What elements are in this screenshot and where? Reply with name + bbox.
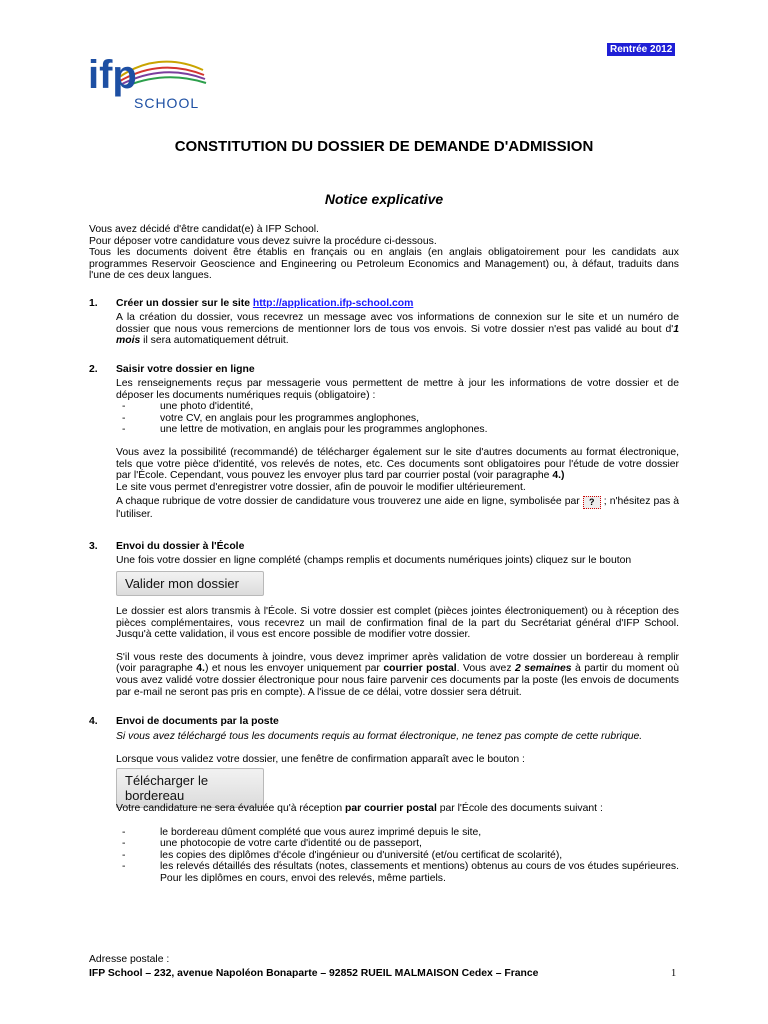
section-4-para-2-c: par l'École des documents suivant :: [436, 803, 603, 814]
postal-docs-list: [116, 827, 679, 885]
section-3-para-3-e: . Vous avez: [456, 663, 515, 675]
section-3-body-2: [116, 606, 679, 698]
list-item: - les relevés détaillés des résultats (notes, classements et mentions) obtenus au cours de vos études supérieures. Pour les diplômes en cours, envoi des relevés, même partiels.: [116, 861, 679, 884]
validate-dossier-button[interactable]: Valider mon dossier: [116, 571, 264, 596]
logo-text-ifp: ifp: [88, 53, 137, 97]
section-4-title: Envoi de documents par la poste: [116, 716, 279, 727]
section-3-para-2: Le dossier est alors transmis à l'École. Si votre dossier est complet (pièces jointes électroniquement) ou à réception des pièces complémentaires, vous recevrez un mail de confirmation final de la part du Secrétariat général d'IFP School. Jusqu'à cette validation, il vous est encore possible de modifier votre dossier.: [116, 606, 679, 641]
section-3-para-3-ref: 4.: [196, 663, 205, 675]
intro-line-3: Tous les documents doivent être établis en français ou en anglais (en anglais obligatoirement pour les candidats aux programmes Reservoir Geoscience and Engineering ou Petroleum Economics and Management) ou, à défaut, traduits dans l'une de ces deux langues.: [89, 247, 679, 282]
intro-line-2: Pour déposer votre candidature vous devez suivre la procédure ci-dessous.: [89, 235, 437, 247]
list-item: - une lettre de motivation, en anglais pour les programmes anglophones.: [116, 424, 679, 436]
section-3-para-1: Une fois votre dossier en ligne complété (champs remplis et documents numériques joints) cliquez sur le bouton: [116, 555, 632, 566]
intro-paragraph: [89, 224, 679, 282]
section-3-para-3-g: à partir du moment où vous avez validé votre dossier électronique pour nous faire parvenir ces documents par la poste (les envois de documents par e-mail ne seront pas pris en compte). A l'issue de ce délai, votre dossier sera détruit.: [116, 663, 679, 698]
section-1-body-end: il sera automatiquement détruit.: [140, 335, 289, 347]
section-3-number: 3.: [89, 541, 98, 552]
section-2-para-4: [116, 496, 679, 521]
page-number: 1: [671, 968, 677, 979]
section-2-para-3: Le site vous permet d'enregistrer votre dossier, afin de pouvoir le modifier ultérieurement.: [116, 481, 526, 493]
section-4-para-2: [116, 803, 679, 815]
list-item: - le bordereau dûment complété que vous aurez imprimé depuis le site,: [116, 827, 679, 839]
section-4-body-2: [116, 803, 679, 885]
footer-label: Adresse postale :: [89, 954, 170, 965]
list-item: - les copies des diplômes d'école d'ingénieur ou d'université (et/ou certificat de scolarité),: [116, 850, 679, 862]
section-3-para-3-a: S'il vous reste des documents à joindre, vous devez imprimer après validation de votre dossier un bordereau à remplir (voir paragraphe: [116, 651, 679, 675]
section-1-body-text: A la création du dossier, vous recevrez un message avec vos informations de connexion sur le site et un numéro de dossier que nous vous remercions de mentionner lors de tous vos envois. Si votre dossier n'est pas validé au bout d': [116, 312, 679, 335]
section-3-body: [116, 555, 679, 567]
section-3-para-3-c: ) et nous les envoyer uniquement par: [204, 663, 384, 675]
ifp-school-logo: [88, 48, 208, 112]
logo-text-school: SCHOOL: [134, 95, 200, 111]
list-item: - une photocopie de votre carte d'identité ou de passeport,: [116, 838, 679, 850]
footer-address: IFP School – 232, avenue Napoléon Bonaparte – 92852 RUEIL MALMAISON Cedex – France: [89, 968, 539, 979]
section-2-number: 2.: [89, 364, 98, 375]
year-badge: Rentrée 2012: [607, 43, 675, 56]
section-3-postal-mail: courrier postal: [383, 663, 457, 675]
section-4-para-2-a: Votre candidature ne sera évaluée qu'à réception: [116, 803, 346, 814]
section-1-body: [116, 312, 679, 347]
intro-line-1: Vous avez décidé d'être candidat(e) à IFP School.: [89, 224, 319, 235]
section-1-title: [116, 298, 413, 310]
section-2-title: Saisir votre dossier en ligne: [116, 364, 255, 375]
section-1-deadline: 1 mois: [116, 323, 679, 347]
section-2-para-2: [116, 447, 679, 482]
section-3-delay: 2 semaines: [514, 663, 572, 675]
section-2-body: [116, 378, 679, 521]
section-2-para-4-text: A chaque rubrique de votre dossier de candidature vous trouverez une aide en ligne, symbolisée par: [116, 496, 583, 508]
section-2-para-2-text: Vous avez la possibilité (recommandé) de télécharger également sur le site d'autres documents au format électronique, tels que votre pièce d'identité, vos relevés de notes, etc. Ces documents sont obligatoires pour l'étude de votre dossier par l'École. Cependant, vous pouvez les envoyer plus tard par courrier postal (voir paragraphe: [116, 446, 679, 482]
page-subtitle: Notice explicative: [324, 191, 444, 207]
section-4-number: 4.: [89, 716, 98, 727]
list-item: - une photo d'identité,: [116, 401, 679, 413]
section-4-para-1: Lorsque vous validez votre dossier, une fenêtre de confirmation apparaît avec le bouton :: [116, 753, 525, 765]
application-site-link[interactable]: http://application.ifp-school.com: [252, 298, 414, 309]
help-icon[interactable]: ?: [583, 496, 601, 509]
section-4-note: Si vous avez téléchargé tous les documents requis au format électronique, ne tenez pas compte de cette rubrique.: [116, 731, 643, 742]
section-2-para-4-end: ; n'hésitez pas à l'utiliser.: [116, 496, 680, 521]
section-1-title-text: Créer un dossier sur le site: [116, 298, 253, 309]
section-4-postal-mail: par courrier postal: [345, 803, 437, 814]
required-docs-list: [116, 401, 679, 436]
section-3-title: Envoi du dossier à l'École: [116, 541, 245, 552]
section-3-para-3: [116, 652, 679, 698]
download-bordereau-button[interactable]: Télécharger le bordereau: [116, 768, 264, 808]
section-2-para-1: Les renseignements reçus par messagerie vous permettent de mettre à jour les informations de votre dossier et de déposer les documents numériques requis (obligatoire) :: [116, 378, 679, 401]
list-item: - votre CV, en anglais pour les programmes anglophones,: [116, 413, 679, 425]
section-2-para-2-ref: 4.): [552, 470, 565, 482]
section-4-body: [116, 731, 679, 765]
page-title: CONSTITUTION DU DOSSIER DE DEMANDE D'ADMISSION: [174, 138, 594, 155]
section-1-number: 1.: [89, 298, 98, 309]
